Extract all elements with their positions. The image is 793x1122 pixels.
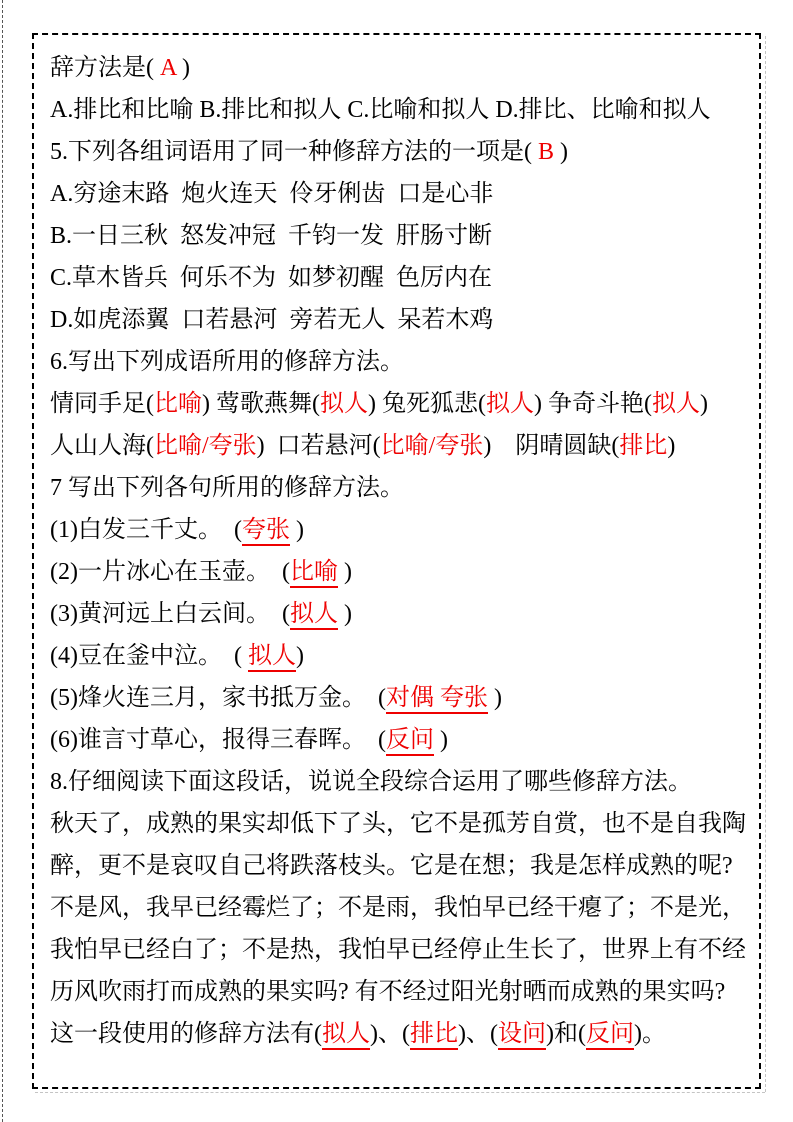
text-segment: 6.写出下列成语所用的修辞方法。 (50, 349, 404, 375)
text-segment: (6)谁言寸草心，报得三春晖。 ( (50, 727, 386, 753)
text-line (50, 593, 749, 635)
answer-underlined: 对偶 夸张 (386, 685, 488, 714)
text-segment: ) (667, 433, 676, 459)
text-segment: ) (289, 517, 304, 543)
text-line (50, 89, 749, 131)
text-segment: ) 口若悬河( (256, 433, 381, 459)
text-line (50, 887, 749, 929)
text-segment: 辞方法是( (50, 55, 160, 81)
text-line (50, 635, 749, 677)
answer-underlined: 排比 (410, 1021, 458, 1050)
text-line (50, 971, 749, 1013)
answer-underlined: 夸张 (242, 517, 290, 546)
text-line (50, 803, 749, 845)
text-segment: ) (176, 55, 191, 81)
answer-underlined: 设问 (498, 1021, 546, 1050)
text-segment: (4)豆在釜中泣。 ( (50, 643, 248, 669)
text-segment: 历风吹雨打而成熟的果实吗? 有不经过阳光射晒而成熟的果实吗? (50, 979, 726, 1005)
border-shadow-bottom (35, 1092, 765, 1093)
text-segment: 人山人海( (50, 433, 154, 459)
answer-red: 比喻/夸张 (154, 433, 257, 459)
text-segment: ) (554, 139, 569, 165)
answer-underlined: 反问 (586, 1021, 634, 1050)
answer-red: 比喻 (154, 391, 202, 417)
text-line (50, 215, 749, 257)
text-line (50, 131, 749, 173)
text-segment: (2)一片冰心在玉壶。 ( (50, 559, 290, 585)
text-segment: ) 阴晴圆缺( (483, 433, 620, 459)
text-segment: 情同手足( (50, 391, 154, 417)
text-line (50, 425, 749, 467)
text-segment: ) (487, 685, 502, 711)
text-line (50, 509, 749, 551)
text-segment: 醉，更不是哀叹自己将跌落枝头。它是在想；我是怎样成熟的呢? (50, 853, 733, 879)
left-edge-dashed-line (2, 0, 3, 1122)
text-line (50, 299, 749, 341)
text-segment: )和( (545, 1021, 586, 1047)
text-line (50, 341, 749, 383)
answer-red: 拟人 (651, 391, 700, 417)
text-segment: )、( (457, 1021, 498, 1047)
text-line (50, 719, 749, 761)
text-line (50, 551, 749, 593)
text-segment: ) (433, 727, 448, 753)
answer-red: 拟人 (485, 391, 534, 417)
text-line (50, 929, 749, 971)
text-line (50, 1013, 749, 1055)
text-segment: ) (699, 391, 708, 417)
text-line (50, 383, 749, 425)
text-segment: 秋天了，成熟的果实却低下了头，它不是孤芳自赏，也不是自我陶 (50, 811, 746, 837)
text-segment: 7 写出下列各句所用的修辞方法。 (50, 475, 404, 501)
text-segment: 不是风，我早已经霉烂了；不是雨，我怕早已经干瘪了；不是光， (50, 895, 746, 921)
text-segment: 这一段使用的修辞方法有( (50, 1021, 322, 1047)
text-segment: (5)烽火连三月，家书抵万金。 ( (50, 685, 386, 711)
answer-red: A (160, 55, 177, 81)
text-line (50, 845, 749, 887)
answer-underlined: 拟人 (322, 1021, 370, 1050)
text-segment: ) 兔死狐悲( (367, 391, 486, 417)
text-segment: C.草木皆兵 何乐不为 如梦初醒 色厉内在 (50, 265, 493, 291)
answer-underlined: 比喻 (290, 559, 338, 588)
text-line (50, 677, 749, 719)
worksheet-page (32, 33, 761, 1089)
text-segment: )、( (370, 1021, 410, 1047)
text-line (50, 47, 749, 89)
answer-red: 比喻/夸张 (380, 433, 484, 459)
text-segment: (3)黄河远上白云间。 ( (50, 601, 290, 627)
text-segment: ) 争奇斗艳( (533, 391, 652, 417)
worksheet-content (50, 47, 749, 1055)
answer-red: B (538, 139, 555, 165)
text-segment: ) 莺歌燕舞( (202, 391, 320, 417)
text-segment: ) (295, 643, 304, 669)
text-segment: ) (337, 559, 352, 585)
text-line (50, 467, 749, 509)
text-segment: ) (337, 601, 352, 627)
text-line (50, 761, 749, 803)
answer-underlined: 拟人 (248, 643, 296, 672)
answer-red: 拟人 (319, 391, 368, 417)
text-segment: A.穷途末路 炮火连天 伶牙俐齿 口是心非 (50, 181, 494, 207)
answer-underlined: 反问 (386, 727, 434, 756)
text-segment: B.一日三秋 怒发冲冠 千钧一发 肝肠寸断 (50, 223, 493, 249)
text-line (50, 257, 749, 299)
text-segment: 我怕早已经白了；不是热，我怕早已经停止生长了，世界上有不经 (50, 937, 746, 963)
text-segment: )。 (633, 1021, 666, 1047)
text-line (50, 173, 749, 215)
text-segment: 8.仔细阅读下面这段话，说说全段综合运用了哪些修辞方法。 (50, 769, 692, 795)
text-segment: (1)白发三千丈。 ( (50, 517, 242, 543)
border-shadow-right (765, 36, 766, 1092)
text-segment: D.如虎添翼 口若悬河 旁若无人 呆若木鸡 (50, 307, 494, 333)
text-segment: 5.下列各组词语用了同一种修辞方法的一项是( (50, 139, 538, 165)
answer-underlined: 拟人 (290, 601, 338, 630)
text-segment: A.排比和比喻 B.排比和拟人 C.比喻和拟人 D.排比、比喻和拟人 (50, 97, 711, 123)
answer-red: 排比 (619, 433, 668, 459)
